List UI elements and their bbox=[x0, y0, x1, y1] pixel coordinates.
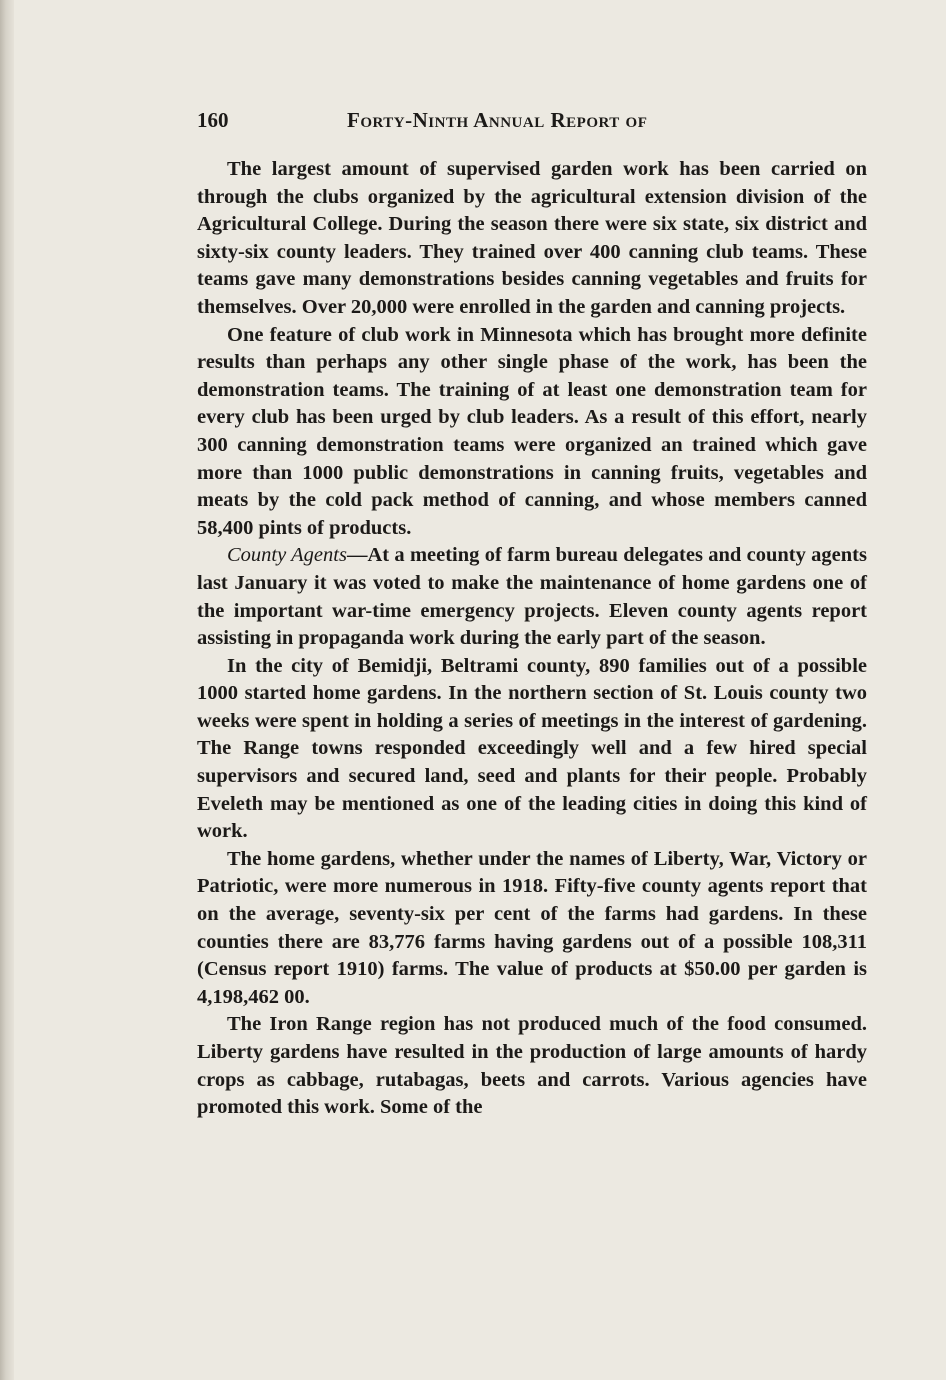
county-agents-heading: County Agents bbox=[227, 544, 347, 567]
body-text bbox=[197, 156, 867, 1122]
paragraph-supervised-gardens: The largest amount of supervised garden work has been carried on through the clubs organized by the agricultural extension division of the Agricultural College. During the season there were six state, six district and sixty-six county leaders. They trained over 400 canning club teams. These teams gave many demonstrations besides canning vegetables and fruits for themselves. Over 20,000 were enrolled in the garden and canning projects. bbox=[197, 158, 867, 318]
page-edge-shadow bbox=[0, 0, 14, 1380]
paragraph-county-agents bbox=[197, 542, 867, 652]
paragraph-iron-range: The Iron Range region has not produced much of the food consumed. Liberty gardens have resulted in the production of large amounts of hardy crops as cabbage, rutabagas, beets and carrots. Various agencies have promoted this work. Some of the bbox=[197, 1013, 867, 1119]
running-title: Forty-Ninth Annual Report of bbox=[347, 108, 648, 132]
paragraph-bemidji: In the city of Bemidji, Beltrami county, 890 families out of a possible 1000 started home gardens. In the northern section of St. Louis county two weeks were spent in holding a series of meetings in the interest of gardening. The Range towns responded exceedingly well and a few hired special supervisors and secured land, seed and plants for their people. Probably Eveleth may be mentioned as one of the leading cities in doing this kind of work. bbox=[197, 654, 867, 843]
paragraph-home-gardens: The home gardens, whether under the names of Liberty, War, Victory or Patriotic, were more numerous in 1918. Fifty-five county agents report that on the average, seventy-six per cent of the farms had gardens. In these counties there are 83,776 farms having gardens out of a possible 108,311 (Census report 1910) farms. The value of products at $50.00 per garden is 4,198,462 00. bbox=[197, 847, 867, 1008]
page-number: 160 bbox=[197, 108, 229, 132]
page-header bbox=[197, 108, 867, 138]
county-agents-text: —At a meeting of farm bureau delegates and county agents last January it was voted to make the maintenance of home gardens one of the important war-time emergency projects. Eleven county agents report assisting in propaganda work during the early part of the season. bbox=[197, 544, 867, 650]
paragraph-demonstration-teams: One feature of club work in Minnesota which has brought more definite results than perhaps any other single phase of the work, has been the demonstration teams. The training of at least one demonstration team for every club has been urged by club leaders. As a result of this effort, nearly 300 canning demonstration teams were organized an trained which gave more than 1000 public demonstrations in canning fruits, vegetables and meats by the cold pack method of canning, and whose members canned 58,400 pints of products. bbox=[197, 323, 867, 539]
